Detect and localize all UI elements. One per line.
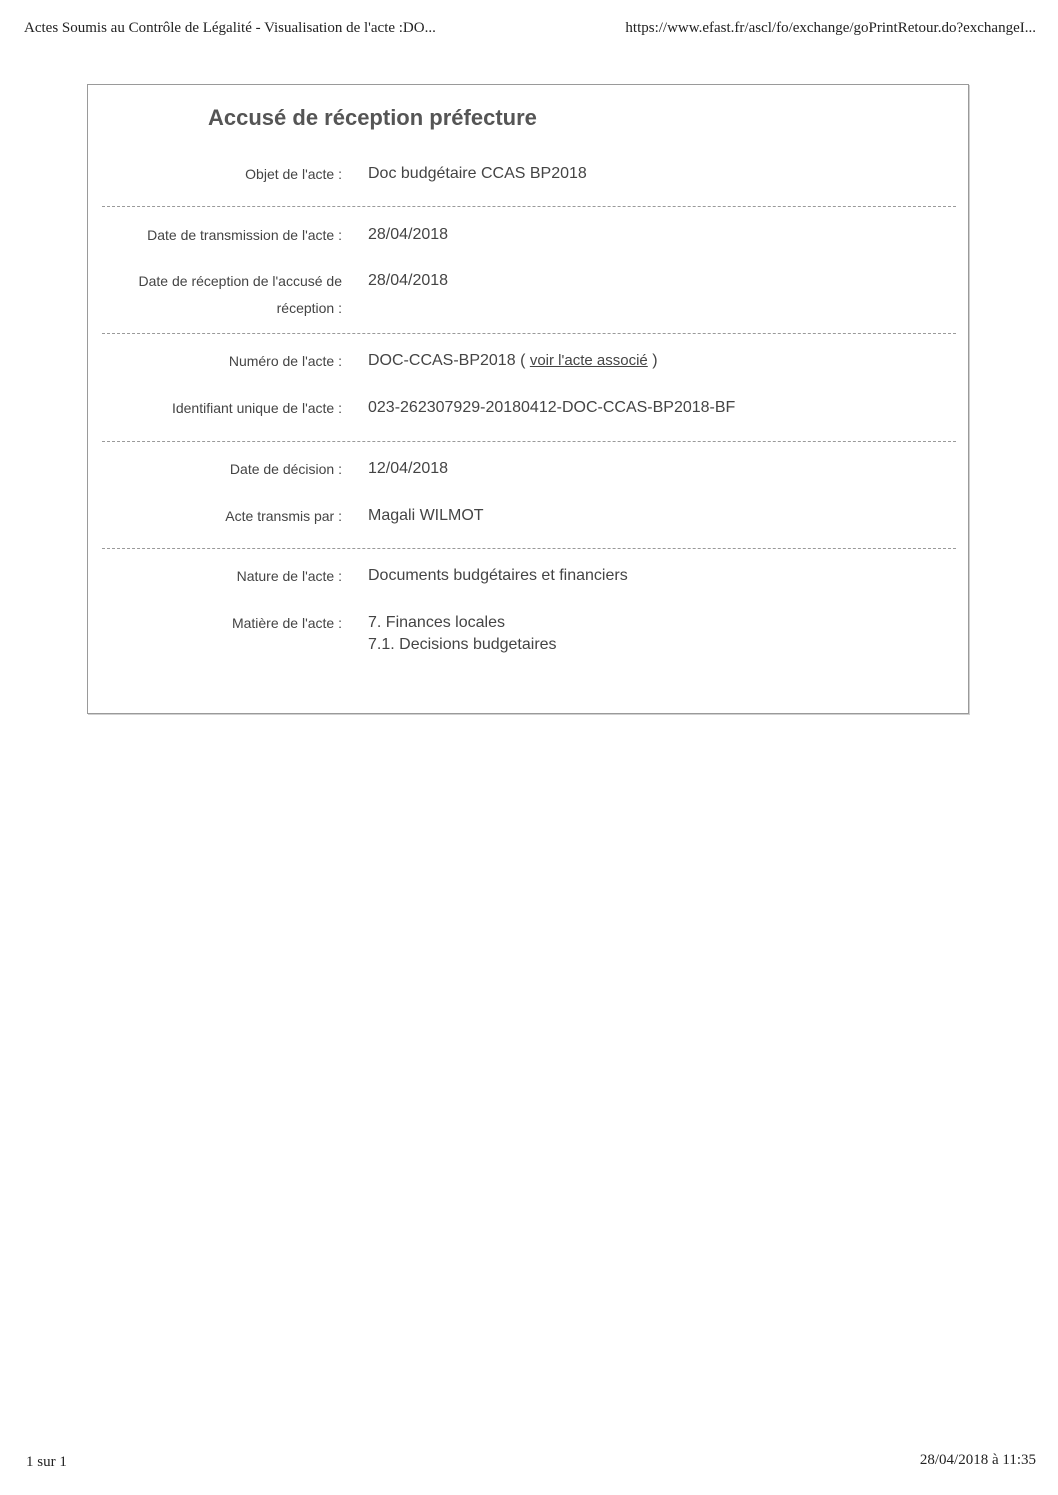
date-transmission-label: Date de transmission de l'acte : [147, 227, 342, 243]
print-datetime: 28/04/2018 à 11:35 [919, 1452, 1036, 1468]
date-reception-label-line1: Date de réception de l'accusé de [138, 273, 342, 289]
paren-open: ( [520, 352, 526, 369]
paren-close: ) [652, 352, 658, 369]
date-decision-value: 12/04/2018 [368, 460, 449, 477]
print-header [24, 20, 1036, 44]
matiere-label: Matière de l'acte : [231, 615, 342, 631]
nature-value: Documents budgétaires et financiers [368, 567, 628, 584]
view-associated-act-link[interactable]: voir l'acte associé [529, 352, 648, 369]
print-header-url: https://www.efast.fr/ascl/fo/exchange/goPrintRetour.do?exchangeI... [625, 20, 1036, 36]
separator [102, 548, 956, 549]
date-reception-label-line2: réception : [276, 300, 342, 316]
transmis-par-value: Magali WILMOT [368, 507, 484, 524]
numero-value [368, 350, 658, 372]
identifiant-label: Identifiant unique de l'acte : [171, 400, 342, 416]
date-reception-label [108, 268, 342, 322]
receipt-card [87, 84, 969, 714]
objet-value: Doc budgétaire CCAS BP2018 [368, 165, 587, 182]
page-counter: 1 sur 1 [26, 1454, 67, 1470]
card-title: Accusé de réception préfecture [208, 105, 537, 130]
nature-label: Nature de l'acte : [236, 568, 342, 584]
separator [102, 441, 956, 442]
date-reception-value: 28/04/2018 [368, 272, 449, 289]
date-decision-label: Date de décision : [229, 461, 342, 477]
numero-text: DOC-CCAS-BP2018 [368, 352, 516, 369]
objet-label: Objet de l'acte : [245, 166, 342, 182]
numero-label: Numéro de l'acte : [228, 353, 342, 369]
matiere-value [368, 612, 557, 656]
date-transmission-value: 28/04/2018 [368, 226, 449, 243]
print-header-title: Actes Soumis au Contrôle de Légalité - Visualisation de l'acte :DO... [24, 20, 436, 36]
separator [102, 333, 956, 334]
transmis-par-label: Acte transmis par : [225, 508, 342, 524]
matiere-value-line2: 7.1. Decisions budgetaires [368, 636, 557, 653]
separator [102, 206, 956, 207]
identifiant-value: 023-262307929-20180412-DOC-CCAS-BP2018-BF [368, 399, 736, 416]
matiere-value-line1: 7. Finances locales [368, 614, 505, 631]
